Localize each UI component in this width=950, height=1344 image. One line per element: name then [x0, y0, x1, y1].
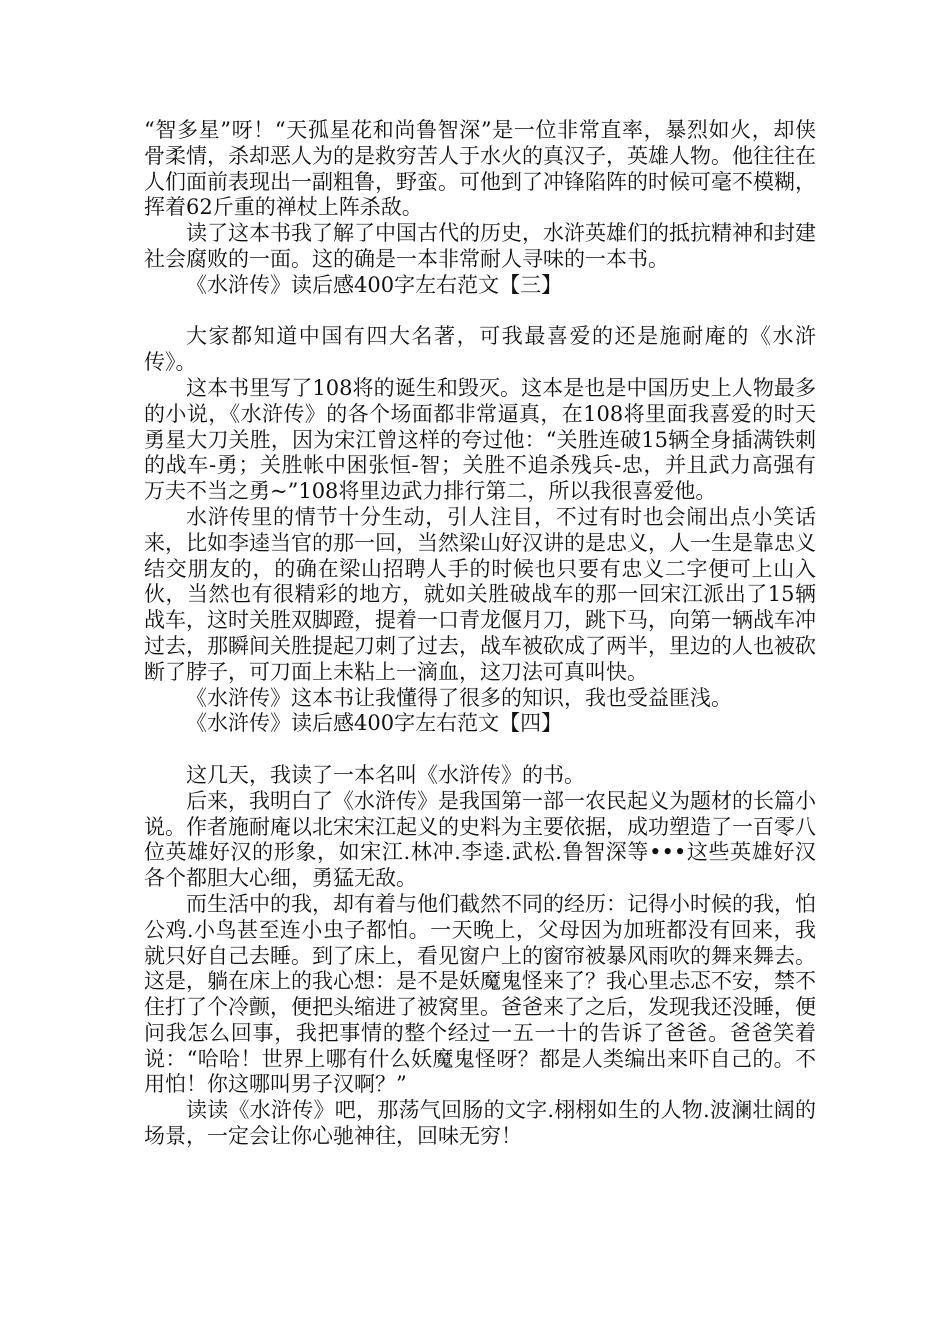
document-page — [144, 118, 816, 1150]
body-paragraph: “智多星”呀！“天孤星花和尚鲁智深”是一位非常直率，暴烈如火，却侠骨柔情，杀却恶人为的是救穷苦人于水火的真汉子，英雄人物。他往往在人们面前表现出一副粗鲁，野蛮。可他到了冲锋陷阵的时候可毫不模糊，挥着62斤重的禅杖上阵杀敌。 — [144, 118, 816, 220]
body-paragraph: 后来，我明白了《水浒传》是我国第一部一农民起义为题材的长篇小说。作者施耐庵以北宋宋江起义的史料为主要依据，成功塑造了一百零八位英雄好汉的形象，如宋江.林冲.李逵.武松.鲁智深等•••这些英雄好汉各个都胆大心细，勇猛无敌。 — [144, 788, 816, 891]
body-paragraph: 读了这本书我了解了中国古代的历史，水浒英雄们的抵抗精神和封建社会腐败的一面。这的确是一本非常耐人寻味的一本书。 — [144, 221, 816, 271]
section-heading: 《水浒传》读后感400字左右范文【三】 — [186, 272, 563, 297]
body-paragraph: 水浒传里的情节十分生动，引人注目，不过有时也会闹出点小笑话来，比如李逵当官的那一回，当然梁山好汉讲的是忠义，人一生是靠忠义结交朋友的，的确在梁山招聘人手的时候也只要有忠义二字便可上山入伙，当然也有很精彩的地方，就如关胜破战车的那一回宋江派出了15辆战车，这时关胜双脚蹬，提着一口青龙偃月刀，跳下马，向第一辆战车冲过去，那瞬间关胜提起刀刺了过去，战车被砍成了两半，里边的人也被砍断了脖子，可刀面上未粘上一滴血，这刀法可真叫快。 — [144, 504, 816, 684]
body-paragraph: 而生活中的我，却有着与他们截然不同的经历：记得小时候的我，怕公鸡.小鸟甚至连小虫子都怕。一天晚上，父母因为加班都没有回来，我就只好自己去睡。到了床上，看见窗户上的窗帘被暴风雨吹的舞来舞去。这是，躺在床上的我心想：是不是妖魔鬼怪来了？我心里忐忑不安，禁不住打了个冷颤，便把头缩进了被窝里。爸爸来了之后，发现我还没睡，便问我怎么回事，我把事情的整个经过一五一十的告诉了爸爸。爸爸笑着说：“哈哈！世界上哪有什么妖魔鬼怪呀？都是人类编出来吓自己的。不用怕！你这哪叫男子汉啊？” — [144, 891, 816, 1097]
section-heading: 《水浒传》读后感400字左右范文【四】 — [186, 711, 563, 736]
body-paragraph: 读读《水浒传》吧，那荡气回肠的文字.栩栩如生的人物.波澜壮阔的场景，一定会让你心驰神往，回味无穷！ — [144, 1098, 816, 1149]
body-paragraph: 大家都知道中国有四大名著，可我最喜爱的还是施耐庵的《水浒传》。 — [144, 324, 816, 375]
body-paragraph: 《水浒传》这本书让我懂得了很多的知识，我也受益匪浅。 — [186, 685, 732, 710]
body-paragraph: 这本书里写了108将的诞生和毁灭。这本是也是中国历史上人物最多的小说，《水浒传》的各个场面都非常逼真，在108将里面我喜爱的时天勇星大刀关胜，因为宋江曾这样的夸过他：“关胜连破15辆全身插满铁刺的战车-勇；关胜帐中困张恒-智；关胜不追杀残兵-忠，并且武力高强有万夫不当之勇~”108将里边武力排行第二，所以我很喜爱他。 — [144, 375, 816, 504]
body-paragraph: 这几天，我读了一本名叫《水浒传》的书。 — [186, 762, 585, 787]
